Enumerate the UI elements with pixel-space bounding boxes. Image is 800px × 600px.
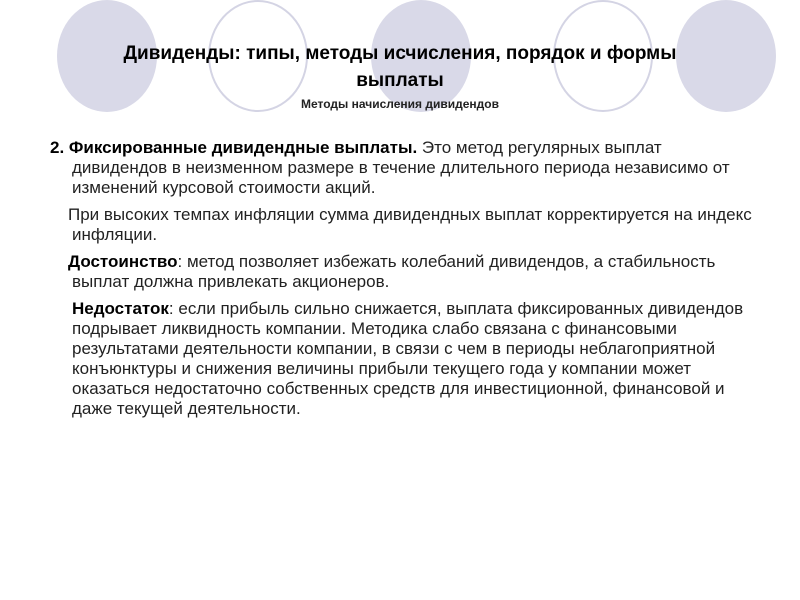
paragraph-advantage — [50, 252, 760, 292]
paragraph-definition — [50, 138, 760, 198]
slide-body — [50, 138, 760, 426]
slide-subtitle: Методы начисления дивидендов — [301, 97, 499, 111]
title-line-2: выплаты — [356, 70, 444, 91]
disadvantage-label: Недостаток — [72, 299, 169, 318]
advantage-label: Достоинство — [68, 252, 178, 271]
paragraph-text: При высоких темпах инфляции сумма дивидендных выплат корректируется на индекс инфляции. — [68, 205, 752, 244]
paragraph-heading: 2. Фиксированные дивидендные выплаты. — [50, 138, 418, 157]
paragraph-text: : если прибыль сильно снижается, выплата фиксированных дивидендов подрывает ликвидность компании. Методика слабо связана с финансовыми результатами деятельности компании, в связи с чем в периоды неблагоприятной конъюнктуры и снижения величины прибыли текущего года у компании может оказаться недостаточно собственных средств для инвестиционной, финансовой и даже текущей деятельности. — [72, 299, 744, 418]
slide-title — [40, 40, 760, 94]
paragraph-text: Это метод регулярных выплат дивидендов в неизменном размере в течение длительного периода независимо от изменений курсовой стоимости акций. — [72, 138, 730, 197]
paragraph-text: : метод позволяет избежать колебаний дивидендов, а стабильность выплат должна привлекать акционеров. — [72, 252, 716, 291]
paragraph-disadvantage — [50, 299, 760, 419]
title-line-1: Дивиденды: типы, методы исчисления, порядок и формы — [123, 43, 677, 64]
paragraph-inflation — [50, 205, 760, 245]
